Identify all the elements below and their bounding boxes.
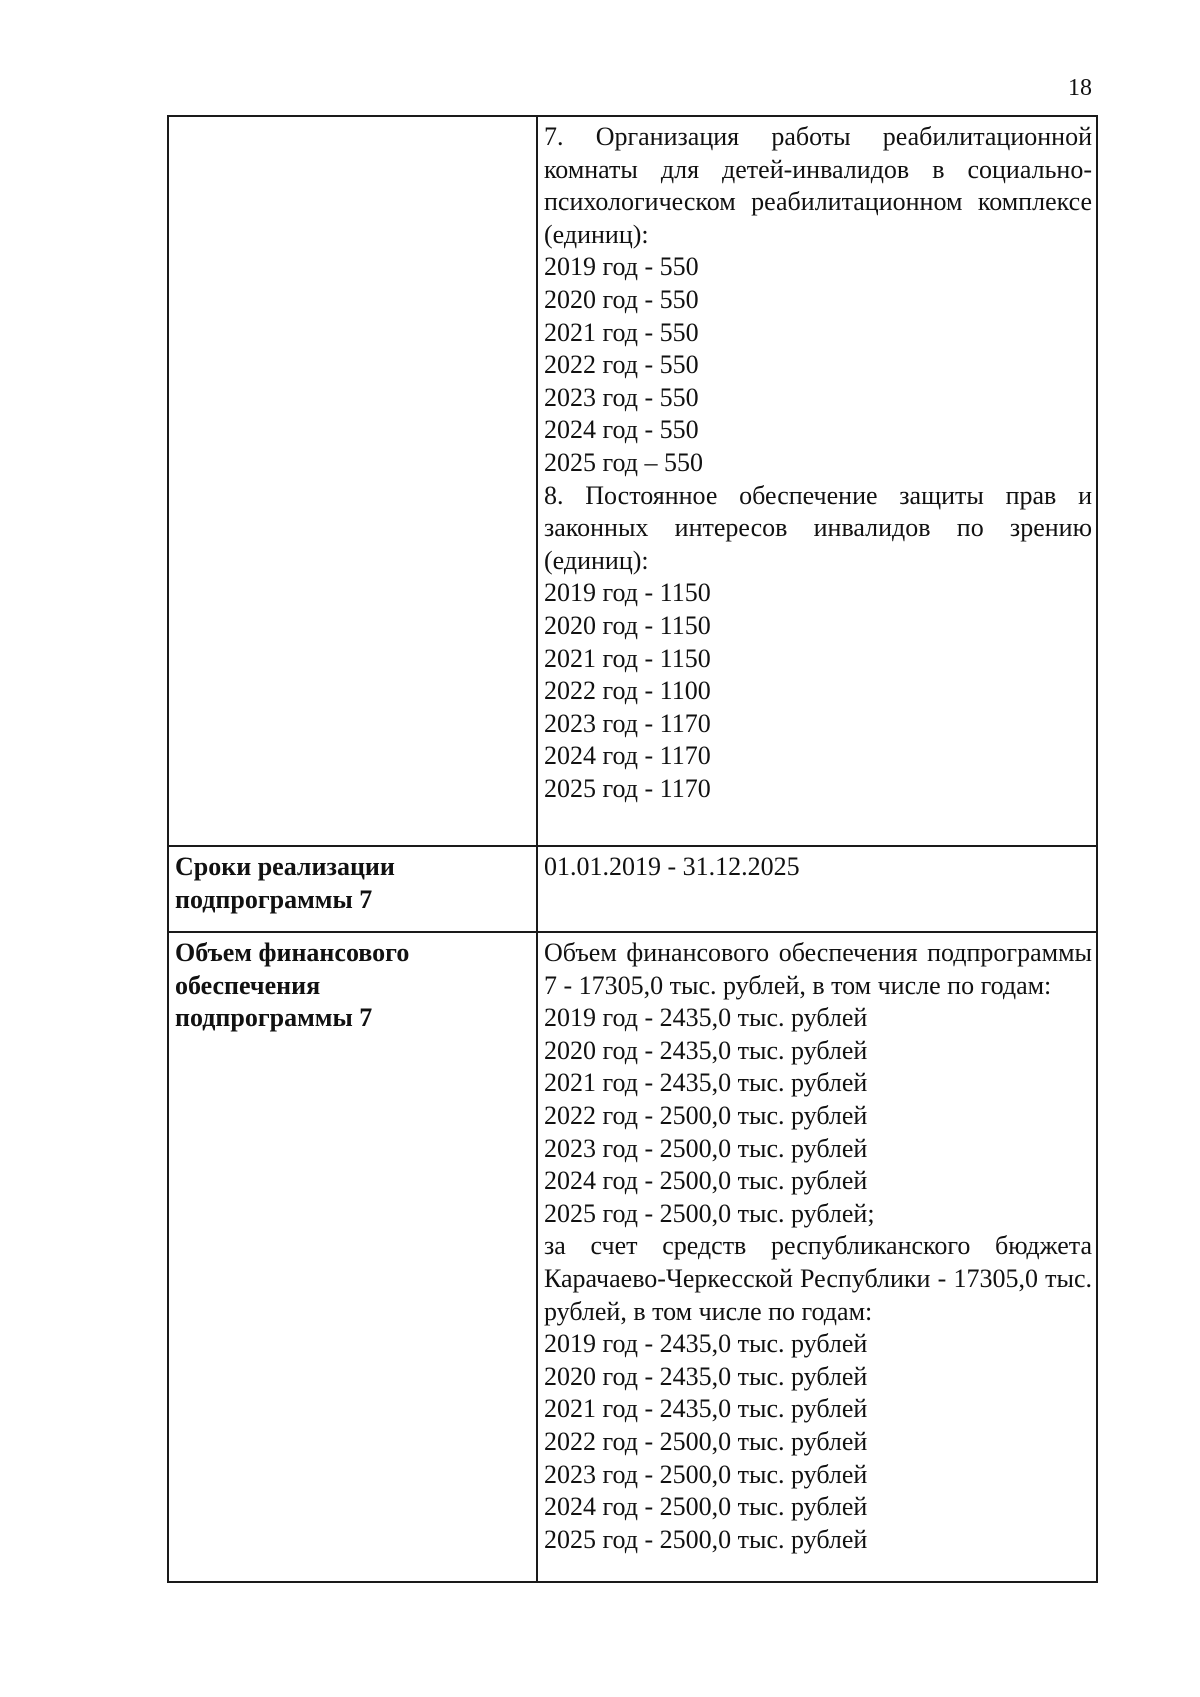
list-item: 2022 год - 2500,0 тыс. рублей — [544, 1100, 868, 1130]
funding-label-line: Объем финансового — [175, 938, 410, 967]
list-item: 2021 год - 2435,0 тыс. рублей — [544, 1068, 868, 1098]
list-item: 2025 год - 2500,0 тыс. рублей; — [544, 1198, 875, 1228]
funding-budget-text: за счет средств республиканского бюджета Карачаево-Черкесской Республики - 17305,0 тыс. рублей, в том числе по годам: — [544, 1231, 1092, 1326]
list-item: 2023 год - 550 — [544, 382, 699, 412]
list-item: 2022 год - 550 — [544, 350, 699, 380]
table-row-period — [168, 846, 1097, 932]
list-item: 2023 год - 1170 — [544, 708, 711, 738]
list-item: 2023 год - 2500,0 тыс. рублей — [544, 1459, 868, 1489]
funding-label-line: подпрограммы 7 — [175, 1003, 373, 1033]
list-item: 2025 год - 1170 — [544, 773, 711, 803]
row-label-cell-empty — [168, 116, 537, 846]
list-item: 2025 год - 2500,0 тыс. рублей — [544, 1524, 868, 1554]
table-row-funding — [168, 932, 1097, 1582]
list-item: 2021 год - 550 — [544, 317, 699, 347]
list-item: 2024 год - 1170 — [544, 741, 711, 771]
period-label-line: подпрограммы 7 — [175, 884, 373, 914]
list-item: 2023 год - 2500,0 тыс. рублей — [544, 1133, 868, 1163]
list-item: 2019 год - 2435,0 тыс. рублей — [544, 1329, 868, 1359]
list-item: 2021 год - 2435,0 тыс. рублей — [544, 1394, 868, 1424]
list-item: 2020 год - 2435,0 тыс. рублей — [544, 1035, 868, 1065]
list-item: 2024 год - 2500,0 тыс. рублей — [544, 1492, 868, 1522]
period-value: 01.01.2019 - 31.12.2025 — [544, 852, 800, 881]
list-item: 2020 год - 550 — [544, 284, 699, 314]
period-label-line: Сроки реализации — [175, 852, 395, 881]
list-item: 2019 год - 550 — [544, 252, 699, 282]
list-item: 2020 год - 1150 — [544, 610, 711, 640]
funding-label-cell — [168, 932, 537, 1582]
indicators-cell — [537, 116, 1097, 846]
list-item: 2022 год - 1100 — [544, 676, 711, 706]
list-item: 2019 год - 2435,0 тыс. рублей — [544, 1003, 868, 1033]
list-item: 2020 год - 2435,0 тыс. рублей — [544, 1361, 868, 1391]
list-item: 2022 год - 2500,0 тыс. рублей — [544, 1426, 868, 1456]
page-number: 18 — [1068, 75, 1092, 101]
list-item: 2024 год - 2500,0 тыс. рублей — [544, 1166, 868, 1196]
list-item: 2025 год – 550 — [544, 447, 703, 477]
indicator-7-text: 7. Организация работы реабилитационной комнаты для детей-инвалидов в социально-психологическом реабилитационном комплексе (единиц): — [544, 122, 1092, 249]
list-item: 2021 год - 1150 — [544, 643, 711, 673]
table-row-indicators — [168, 116, 1097, 846]
funding-label-line: обеспечения — [175, 970, 321, 1000]
funding-value-cell — [537, 932, 1097, 1582]
funding-total-text: Объем финансового обеспечения подпрограммы 7 - 17305,0 тыс. рублей, в том числе по годам: — [544, 938, 1092, 1000]
list-item: 2024 год - 550 — [544, 415, 699, 445]
passport-table — [167, 115, 1098, 1583]
period-value-cell — [537, 846, 1097, 932]
list-item: 2019 год - 1150 — [544, 578, 711, 608]
period-label-cell — [168, 846, 537, 932]
indicator-8-text: 8. Постоянное обеспечение защиты прав и законных интересов инвалидов по зрению (единиц): — [544, 480, 1092, 575]
